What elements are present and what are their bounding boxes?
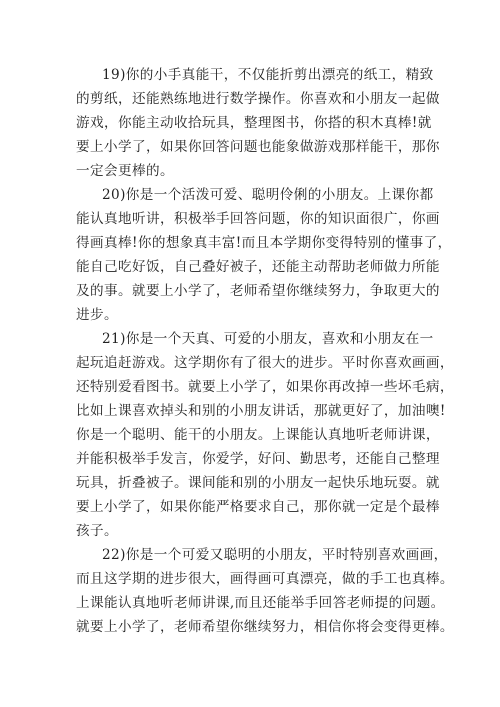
paragraph-19 (76, 63, 440, 183)
text-line: 要上小学了，如果你能严格要求自己，那你就一定是个最棒 (76, 499, 440, 515)
paragraph-20 (76, 183, 452, 327)
text-line: 要上小学了，如果你回答问题也能象做游戏那样能干，那你 (76, 139, 440, 155)
text-line: 而且这学期的进步很大，画得画可真漂亮，做的手工也真棒。 (76, 571, 454, 587)
text-line: 22)你是一个可爱又聪明的小朋友，平时特别喜欢画画， (102, 547, 448, 563)
text-line: 孩子。 (76, 523, 118, 539)
text-line: 得画真棒!你的想象真丰富!而且本学期你变得特别的懂事了， (76, 235, 452, 251)
text-line: 就要上小学了，老师希望你继续努力，相信你将会变得更棒。 (76, 619, 454, 635)
paragraph-21 (76, 327, 454, 543)
text-line: 比如上课喜欢掉头和别的小朋友讲话，那就更好了，加油噢! (76, 403, 446, 419)
text-line: 19)你的小手真能干，不仅能折剪出漂亮的纸工，精致 (102, 67, 434, 83)
text-line: 能认真地听讲，积极举手回答问题，你的知识面很广，你画 (76, 211, 440, 227)
text-line: 游戏，你能主动收拾玩具，整理图书，你搭的积木真棒!就 (76, 115, 432, 131)
text-line: 一定会更棒的。 (76, 163, 174, 179)
text-line: 及的事。就要上小学了，老师希望你继续努力，争取更大的 (76, 283, 440, 299)
text-line: 起玩追赶游戏。这学期你有了很大的进步。平时你喜欢画画， (76, 355, 454, 371)
text-line: 的剪纸，还能熟练地进行数学操作。你喜欢和小朋友一起做 (76, 91, 440, 107)
text-line: 进步。 (76, 307, 118, 323)
text-line: 20)你是一个活泼可爱、聪明伶俐的小朋友。上课你都 (102, 187, 434, 203)
text-line: 上课能认真地听老师讲课,而且还能举手回答老师提的问题。 (76, 595, 445, 611)
text-line: 玩具，折叠被子。课间能和别的小朋友一起快乐地玩耍。就 (76, 475, 440, 491)
text-line: 能自己吃好饭，自己叠好被子，还能主动帮助老师做力所能 (76, 259, 440, 275)
paragraph-22 (76, 543, 454, 639)
text-line: 你是一个聪明、能干的小朋友。上课能认真地听老师讲课， (76, 427, 440, 443)
text-line: 21)你是一个天真、可爱的小朋友，喜欢和小朋友在一 (102, 331, 434, 347)
document-body (76, 63, 454, 639)
text-line: 并能积极举手发言，你爱学，好问、勤思考，还能自己整理 (76, 451, 440, 467)
text-line: 还特别爱看图书。就要上小学了，如果你再改掉一些坏毛病， (76, 379, 454, 395)
